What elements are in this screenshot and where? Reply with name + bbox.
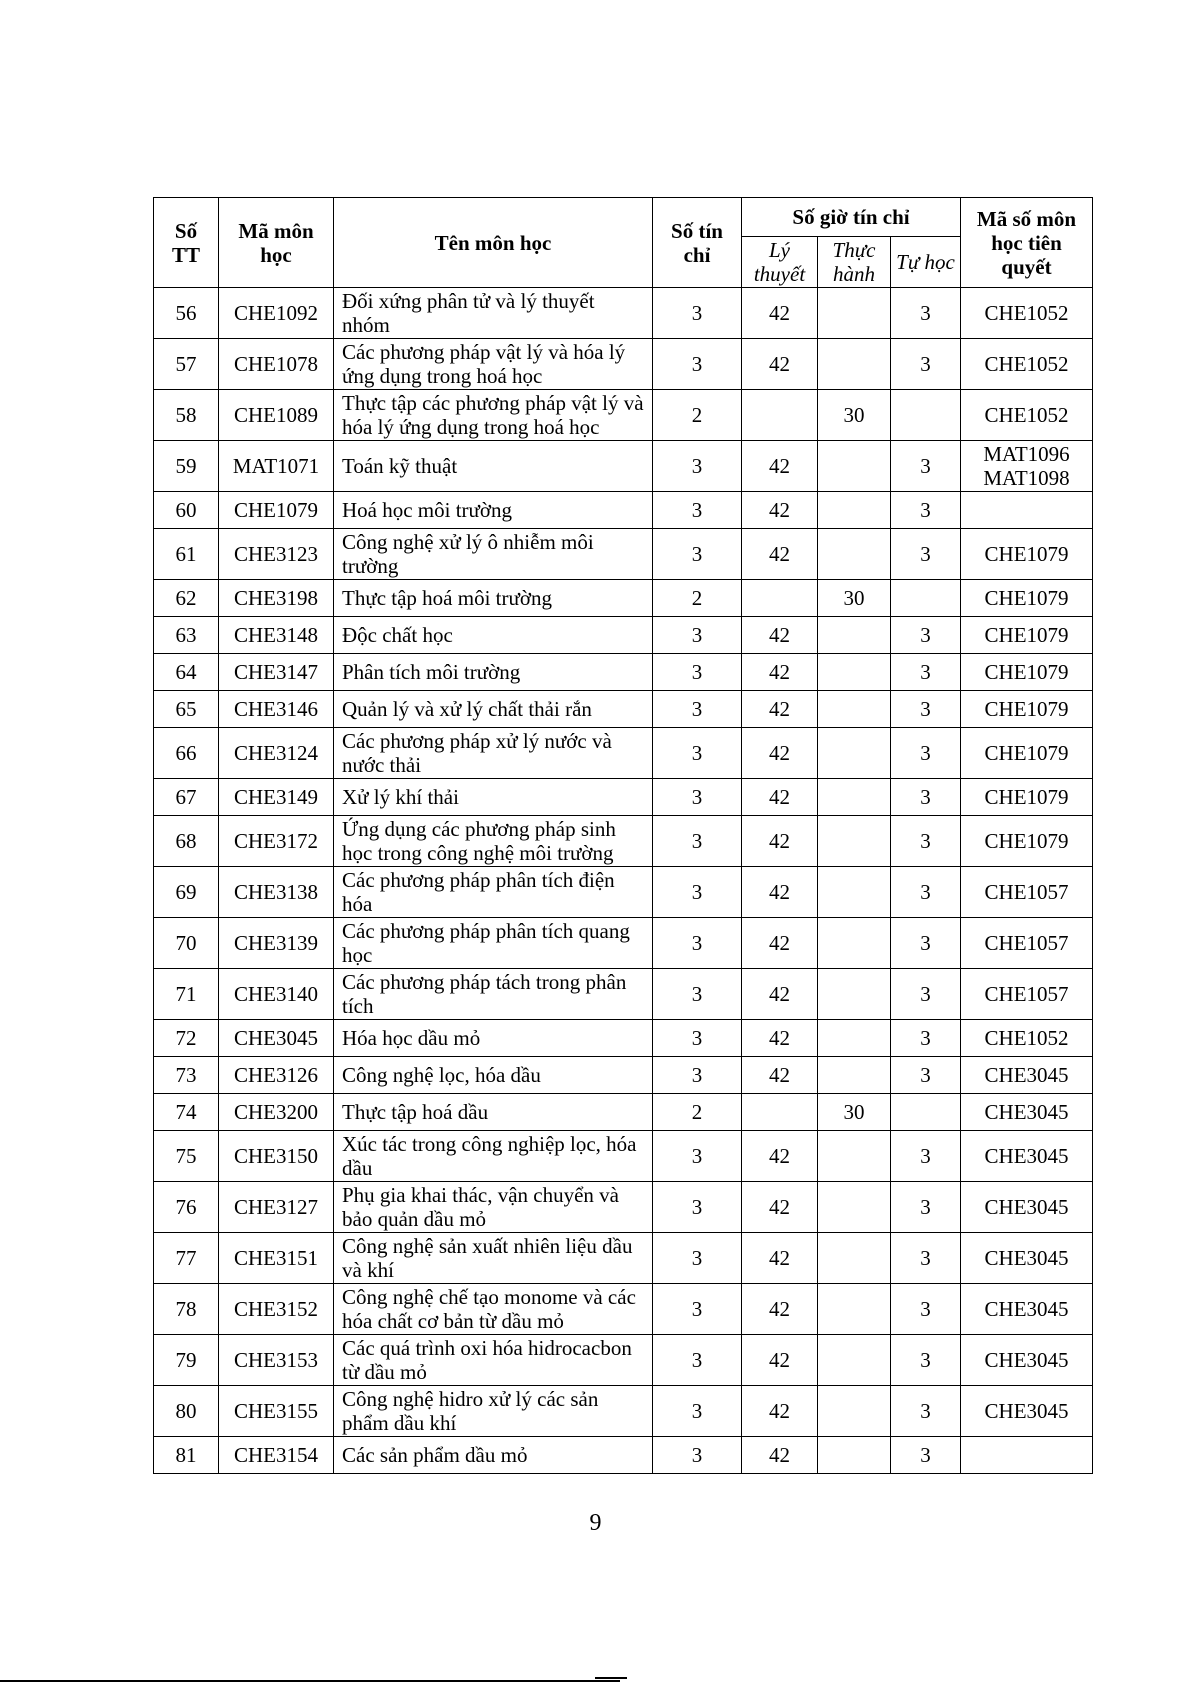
cell-practice-hours bbox=[818, 867, 891, 918]
cell-credits: 3 bbox=[653, 288, 742, 339]
cell-prerequisite: CHE1079 bbox=[961, 529, 1093, 580]
cell-stt: 78 bbox=[154, 1284, 219, 1335]
cell-practice-hours bbox=[818, 1020, 891, 1057]
table-row bbox=[154, 339, 1093, 390]
cell-self-study-hours: 3 bbox=[891, 441, 961, 492]
cell-stt: 77 bbox=[154, 1233, 219, 1284]
cell-prerequisite: CHE3045 bbox=[961, 1386, 1093, 1437]
cell-course-name: Công nghệ xử lý ô nhiễm môi trường bbox=[334, 529, 653, 580]
cell-prerequisite: CHE1079 bbox=[961, 816, 1093, 867]
cell-practice-hours bbox=[818, 1182, 891, 1233]
cell-theory-hours: 42 bbox=[742, 1335, 818, 1386]
table-row bbox=[154, 1182, 1093, 1233]
cell-theory-hours: 42 bbox=[742, 1131, 818, 1182]
cell-course-code: CHE3152 bbox=[219, 1284, 334, 1335]
header-credits: Số tín chỉ bbox=[653, 198, 742, 288]
cell-practice-hours: 30 bbox=[818, 1094, 891, 1131]
cell-prerequisite: CHE3045 bbox=[961, 1335, 1093, 1386]
table-row bbox=[154, 691, 1093, 728]
cell-self-study-hours: 3 bbox=[891, 1131, 961, 1182]
cell-course-code: CHE3200 bbox=[219, 1094, 334, 1131]
table-header-row bbox=[154, 198, 1093, 237]
cell-self-study-hours: 3 bbox=[891, 918, 961, 969]
table-row bbox=[154, 779, 1093, 816]
cell-course-name: Hóa học dầu mỏ bbox=[334, 1020, 653, 1057]
cell-theory-hours: 42 bbox=[742, 1182, 818, 1233]
cell-theory-hours: 42 bbox=[742, 779, 818, 816]
cell-course-name: Công nghệ sản xuất nhiên liệu dầu và khí bbox=[334, 1233, 653, 1284]
cell-prerequisite: CHE3045 bbox=[961, 1094, 1093, 1131]
table-row bbox=[154, 441, 1093, 492]
cell-stt: 58 bbox=[154, 390, 219, 441]
cell-course-code: CHE3124 bbox=[219, 728, 334, 779]
cell-theory-hours: 42 bbox=[742, 1233, 818, 1284]
cell-course-name: Các phương pháp phân tích điện hóa bbox=[334, 867, 653, 918]
cell-stt: 66 bbox=[154, 728, 219, 779]
header-stt: Số TT bbox=[154, 198, 219, 288]
cell-theory-hours: 42 bbox=[742, 816, 818, 867]
cell-self-study-hours: 3 bbox=[891, 691, 961, 728]
cell-credits: 2 bbox=[653, 1094, 742, 1131]
cell-stt: 63 bbox=[154, 617, 219, 654]
cell-course-code: CHE3045 bbox=[219, 1020, 334, 1057]
cell-practice-hours bbox=[818, 1233, 891, 1284]
cell-prerequisite: CHE1079 bbox=[961, 691, 1093, 728]
cell-credits: 3 bbox=[653, 1233, 742, 1284]
cell-theory-hours: 42 bbox=[742, 339, 818, 390]
cell-course-name: Công nghệ hidro xử lý các sản phẩm dầu khí bbox=[334, 1386, 653, 1437]
cell-credits: 3 bbox=[653, 1284, 742, 1335]
cell-credits: 3 bbox=[653, 1020, 742, 1057]
bottom-divider bbox=[0, 1680, 620, 1682]
cell-course-name: Độc chất học bbox=[334, 617, 653, 654]
cell-practice-hours bbox=[818, 969, 891, 1020]
cell-theory-hours: 42 bbox=[742, 654, 818, 691]
cell-prerequisite: CHE1052 bbox=[961, 339, 1093, 390]
cell-stt: 71 bbox=[154, 969, 219, 1020]
cell-stt: 80 bbox=[154, 1386, 219, 1437]
cell-stt: 64 bbox=[154, 654, 219, 691]
cell-practice-hours bbox=[818, 779, 891, 816]
cell-course-name: Xúc tác trong công nghiệp lọc, hóa dầu bbox=[334, 1131, 653, 1182]
cell-stt: 75 bbox=[154, 1131, 219, 1182]
cell-course-name: Phân tích môi trường bbox=[334, 654, 653, 691]
cell-theory-hours: 42 bbox=[742, 617, 818, 654]
cell-prerequisite: CHE1052 bbox=[961, 288, 1093, 339]
prerequisite-code: MAT1098 bbox=[983, 466, 1070, 490]
cell-stt: 62 bbox=[154, 580, 219, 617]
cell-course-code: CHE3126 bbox=[219, 1057, 334, 1094]
cell-credits: 3 bbox=[653, 441, 742, 492]
cell-credits: 3 bbox=[653, 1131, 742, 1182]
cell-course-name: Thực tập hoá dầu bbox=[334, 1094, 653, 1131]
cell-self-study-hours bbox=[891, 390, 961, 441]
cell-prerequisite: CHE3045 bbox=[961, 1131, 1093, 1182]
cell-prerequisite bbox=[961, 492, 1093, 529]
cell-theory-hours: 42 bbox=[742, 867, 818, 918]
cell-course-code: CHE3127 bbox=[219, 1182, 334, 1233]
table-row bbox=[154, 654, 1093, 691]
cell-course-name: Hoá học môi trường bbox=[334, 492, 653, 529]
cell-credits: 3 bbox=[653, 867, 742, 918]
table-row bbox=[154, 1131, 1093, 1182]
cell-prerequisite: CHE3045 bbox=[961, 1182, 1093, 1233]
cell-course-name: Các phương pháp xử lý nước và nước thải bbox=[334, 728, 653, 779]
header-self-study: Tự học bbox=[891, 237, 961, 288]
cell-course-name: Phụ gia khai thác, vận chuyển và bảo quản dầu mỏ bbox=[334, 1182, 653, 1233]
table-row bbox=[154, 918, 1093, 969]
cell-course-code: CHE3140 bbox=[219, 969, 334, 1020]
cell-credits: 3 bbox=[653, 691, 742, 728]
cell-course-name: Các sản phẩm dầu mỏ bbox=[334, 1437, 653, 1474]
cell-theory-hours: 42 bbox=[742, 492, 818, 529]
cell-theory-hours: 42 bbox=[742, 441, 818, 492]
table-row bbox=[154, 816, 1093, 867]
cell-course-name: Thực tập các phương pháp vật lý và hóa lý ứng dụng trong hoá học bbox=[334, 390, 653, 441]
cell-course-code: CHE3172 bbox=[219, 816, 334, 867]
cell-credits: 3 bbox=[653, 969, 742, 1020]
cell-theory-hours: 42 bbox=[742, 691, 818, 728]
cell-stt: 69 bbox=[154, 867, 219, 918]
cell-theory-hours: 42 bbox=[742, 1284, 818, 1335]
table-row bbox=[154, 1094, 1093, 1131]
table-row bbox=[154, 617, 1093, 654]
cell-prerequisite: CHE1079 bbox=[961, 728, 1093, 779]
cell-self-study-hours: 3 bbox=[891, 1057, 961, 1094]
cell-credits: 3 bbox=[653, 918, 742, 969]
cell-practice-hours bbox=[818, 1131, 891, 1182]
cell-stt: 73 bbox=[154, 1057, 219, 1094]
cell-self-study-hours: 3 bbox=[891, 969, 961, 1020]
cell-course-name: Các phương pháp tách trong phân tích bbox=[334, 969, 653, 1020]
cell-self-study-hours: 3 bbox=[891, 288, 961, 339]
cell-stt: 70 bbox=[154, 918, 219, 969]
cell-course-name: Xử lý khí thải bbox=[334, 779, 653, 816]
cell-credits: 3 bbox=[653, 339, 742, 390]
cell-self-study-hours: 3 bbox=[891, 1020, 961, 1057]
cell-self-study-hours: 3 bbox=[891, 1335, 961, 1386]
cell-self-study-hours: 3 bbox=[891, 1284, 961, 1335]
table-body bbox=[154, 288, 1093, 1474]
page-number: 9 bbox=[589, 1510, 602, 1536]
cell-prerequisite: CHE1057 bbox=[961, 867, 1093, 918]
cell-prerequisite: CHE1057 bbox=[961, 918, 1093, 969]
table-row bbox=[154, 867, 1093, 918]
cell-stt: 56 bbox=[154, 288, 219, 339]
cell-course-code: CHE3151 bbox=[219, 1233, 334, 1284]
table-row bbox=[154, 529, 1093, 580]
table-row bbox=[154, 1335, 1093, 1386]
cell-course-name: Các phương pháp vật lý và hóa lý ứng dụng trong hoá học bbox=[334, 339, 653, 390]
cell-course-code: CHE3138 bbox=[219, 867, 334, 918]
cell-course-code: CHE3155 bbox=[219, 1386, 334, 1437]
cell-course-code: CHE1079 bbox=[219, 492, 334, 529]
cell-practice-hours bbox=[818, 529, 891, 580]
cell-credits: 3 bbox=[653, 529, 742, 580]
cell-stt: 76 bbox=[154, 1182, 219, 1233]
cell-stt: 68 bbox=[154, 816, 219, 867]
cell-theory-hours: 42 bbox=[742, 1386, 818, 1437]
table-row bbox=[154, 288, 1093, 339]
cell-stt: 67 bbox=[154, 779, 219, 816]
cell-practice-hours bbox=[818, 1284, 891, 1335]
cell-practice-hours bbox=[818, 691, 891, 728]
table-row bbox=[154, 390, 1093, 441]
cell-self-study-hours: 3 bbox=[891, 492, 961, 529]
cell-credits: 3 bbox=[653, 617, 742, 654]
cell-course-code: CHE1089 bbox=[219, 390, 334, 441]
table-row bbox=[154, 1057, 1093, 1094]
header-practice: Thực hành bbox=[818, 237, 891, 288]
cell-theory-hours bbox=[742, 1094, 818, 1131]
cell-credits: 3 bbox=[653, 1057, 742, 1094]
cell-course-code: CHE3123 bbox=[219, 529, 334, 580]
cell-self-study-hours: 3 bbox=[891, 1386, 961, 1437]
cell-prerequisite: CHE1052 bbox=[961, 390, 1093, 441]
curriculum-table bbox=[153, 197, 1093, 1474]
cell-prerequisite: CHE1057 bbox=[961, 969, 1093, 1020]
prerequisite-code: MAT1096 bbox=[983, 442, 1070, 466]
cell-practice-hours: 30 bbox=[818, 580, 891, 617]
cell-credits: 3 bbox=[653, 1386, 742, 1437]
table-row bbox=[154, 1233, 1093, 1284]
cell-course-name: Các quá trình oxi hóa hidrocacbon từ dầu mỏ bbox=[334, 1335, 653, 1386]
table-row bbox=[154, 1284, 1093, 1335]
cell-course-code: CHE3147 bbox=[219, 654, 334, 691]
cell-self-study-hours bbox=[891, 580, 961, 617]
cell-self-study-hours: 3 bbox=[891, 617, 961, 654]
cell-credits: 3 bbox=[653, 728, 742, 779]
cell-practice-hours bbox=[818, 288, 891, 339]
header-credit-hours: Số giờ tín chỉ bbox=[742, 198, 961, 237]
cell-course-name: Thực tập hoá môi trường bbox=[334, 580, 653, 617]
cell-self-study-hours: 3 bbox=[891, 816, 961, 867]
cell-practice-hours: 30 bbox=[818, 390, 891, 441]
cell-stt: 60 bbox=[154, 492, 219, 529]
cell-course-code: CHE3139 bbox=[219, 918, 334, 969]
table-row bbox=[154, 1020, 1093, 1057]
cell-course-code: CHE3149 bbox=[219, 779, 334, 816]
cell-course-name: Công nghệ lọc, hóa dầu bbox=[334, 1057, 653, 1094]
cell-practice-hours bbox=[818, 441, 891, 492]
table-row bbox=[154, 580, 1093, 617]
cell-theory-hours: 42 bbox=[742, 529, 818, 580]
cell-self-study-hours: 3 bbox=[891, 339, 961, 390]
cell-prerequisite: CHE1079 bbox=[961, 654, 1093, 691]
cell-course-code: CHE3148 bbox=[219, 617, 334, 654]
cell-credits: 3 bbox=[653, 816, 742, 867]
cell-prerequisite: CHE1079 bbox=[961, 617, 1093, 654]
cell-practice-hours bbox=[818, 728, 891, 779]
cell-course-name: Các phương pháp phân tích quang học bbox=[334, 918, 653, 969]
cell-course-code: CHE3154 bbox=[219, 1437, 334, 1474]
cell-credits: 3 bbox=[653, 1182, 742, 1233]
cell-self-study-hours: 3 bbox=[891, 1182, 961, 1233]
cell-theory-hours bbox=[742, 580, 818, 617]
cell-theory-hours: 42 bbox=[742, 1437, 818, 1474]
cell-course-name: Quản lý và xử lý chất thải rắn bbox=[334, 691, 653, 728]
cell-credits: 2 bbox=[653, 580, 742, 617]
cell-prerequisite: CHE1052 bbox=[961, 1020, 1093, 1057]
table-row bbox=[154, 492, 1093, 529]
cell-course-code: CHE1078 bbox=[219, 339, 334, 390]
cell-self-study-hours bbox=[891, 1094, 961, 1131]
cell-course-code: CHE1092 bbox=[219, 288, 334, 339]
cell-course-code: CHE3198 bbox=[219, 580, 334, 617]
cell-theory-hours: 42 bbox=[742, 918, 818, 969]
table-row bbox=[154, 728, 1093, 779]
cell-theory-hours: 42 bbox=[742, 288, 818, 339]
cell-course-name: Toán kỹ thuật bbox=[334, 441, 653, 492]
cell-credits: 3 bbox=[653, 492, 742, 529]
cell-credits: 2 bbox=[653, 390, 742, 441]
cell-self-study-hours: 3 bbox=[891, 867, 961, 918]
cell-stt: 79 bbox=[154, 1335, 219, 1386]
cell-stt: 61 bbox=[154, 529, 219, 580]
cell-theory-hours: 42 bbox=[742, 1057, 818, 1094]
cell-practice-hours bbox=[818, 492, 891, 529]
header-prerequisite: Mã số môn học tiên quyết bbox=[961, 198, 1093, 288]
header-theory: Lý thuyết bbox=[742, 237, 818, 288]
cell-practice-hours bbox=[818, 1386, 891, 1437]
cell-self-study-hours: 3 bbox=[891, 654, 961, 691]
cell-credits: 3 bbox=[653, 654, 742, 691]
cell-course-code: MAT1071 bbox=[219, 441, 334, 492]
cell-credits: 3 bbox=[653, 779, 742, 816]
cell-practice-hours bbox=[818, 816, 891, 867]
cell-prerequisite: CHE1079 bbox=[961, 580, 1093, 617]
cell-stt: 57 bbox=[154, 339, 219, 390]
cell-credits: 3 bbox=[653, 1437, 742, 1474]
cell-prerequisite: CHE3045 bbox=[961, 1284, 1093, 1335]
bottom-divider-mark bbox=[595, 1677, 627, 1679]
cell-course-name: Ứng dụng các phương pháp sinh học trong công nghệ môi trường bbox=[334, 816, 653, 867]
cell-theory-hours bbox=[742, 390, 818, 441]
cell-prerequisite: CHE3045 bbox=[961, 1057, 1093, 1094]
header-course-code: Mã môn học bbox=[219, 198, 334, 288]
cell-prerequisite: CHE1079 bbox=[961, 779, 1093, 816]
cell-course-name: Công nghệ chế tạo monome và các hóa chất cơ bản từ dầu mỏ bbox=[334, 1284, 653, 1335]
cell-prerequisite bbox=[961, 441, 1093, 492]
cell-self-study-hours: 3 bbox=[891, 728, 961, 779]
table-row bbox=[154, 969, 1093, 1020]
cell-self-study-hours: 3 bbox=[891, 779, 961, 816]
cell-theory-hours: 42 bbox=[742, 969, 818, 1020]
cell-self-study-hours: 3 bbox=[891, 1437, 961, 1474]
cell-theory-hours: 42 bbox=[742, 728, 818, 779]
cell-stt: 65 bbox=[154, 691, 219, 728]
cell-course-code: CHE3146 bbox=[219, 691, 334, 728]
cell-course-name: Đối xứng phân tử và lý thuyết nhóm bbox=[334, 288, 653, 339]
cell-theory-hours: 42 bbox=[742, 1020, 818, 1057]
cell-course-code: CHE3153 bbox=[219, 1335, 334, 1386]
cell-credits: 3 bbox=[653, 1335, 742, 1386]
cell-stt: 59 bbox=[154, 441, 219, 492]
header-course-name: Tên môn học bbox=[334, 198, 653, 288]
cell-prerequisite bbox=[961, 1437, 1093, 1474]
cell-prerequisite: CHE3045 bbox=[961, 1233, 1093, 1284]
cell-course-code: CHE3150 bbox=[219, 1131, 334, 1182]
cell-stt: 74 bbox=[154, 1094, 219, 1131]
cell-stt: 72 bbox=[154, 1020, 219, 1057]
cell-practice-hours bbox=[818, 654, 891, 691]
table-row bbox=[154, 1386, 1093, 1437]
cell-self-study-hours: 3 bbox=[891, 1233, 961, 1284]
cell-practice-hours bbox=[818, 1057, 891, 1094]
cell-stt: 81 bbox=[154, 1437, 219, 1474]
table-row bbox=[154, 1437, 1093, 1474]
cell-practice-hours bbox=[818, 339, 891, 390]
cell-practice-hours bbox=[818, 1335, 891, 1386]
cell-practice-hours bbox=[818, 617, 891, 654]
cell-practice-hours bbox=[818, 918, 891, 969]
cell-practice-hours bbox=[818, 1437, 891, 1474]
cell-self-study-hours: 3 bbox=[891, 529, 961, 580]
